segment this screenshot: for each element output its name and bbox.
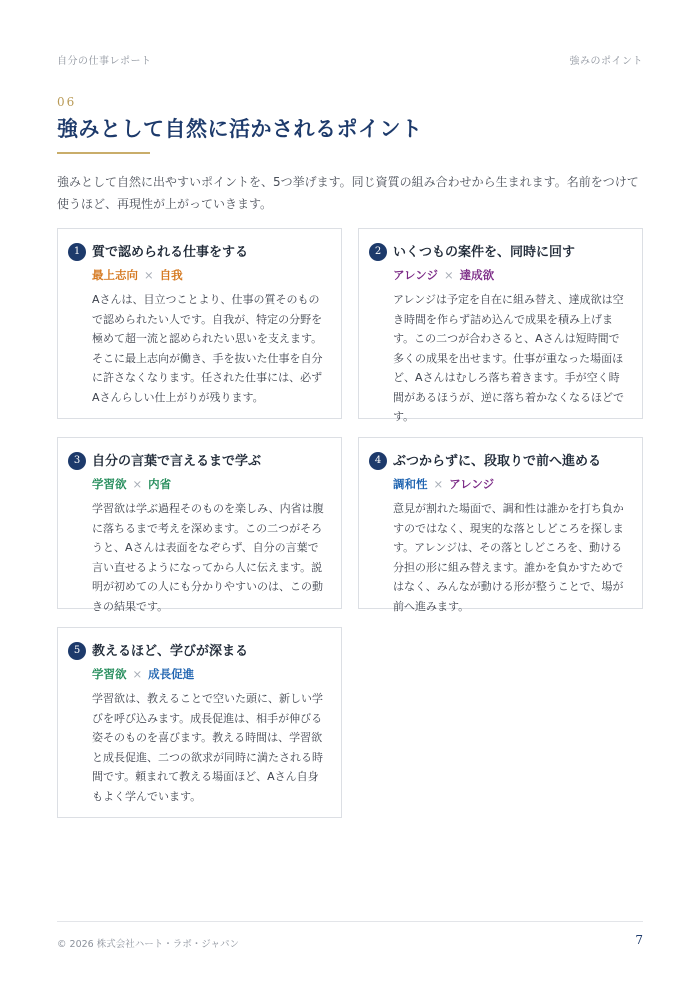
card-body: 学習欲は学ぶ過程そのものを楽しみ、内省は腹に落ちるまで考えを深めます。この二つがそろうと、Aさんは表面をなぞらず、自分の言葉で言い直せるようになってから人に伝えます。説明が初めての人にも分かりやすいのは、この動きの結果です。 [92,502,324,613]
tag-separator: × [144,268,154,282]
strength-card-1 [57,228,342,419]
tag-secondary: 成長促進 [148,667,195,681]
card-title: 質で認められる仕事をする [92,245,249,260]
card-body: Aさんは、目立つことより、仕事の質そのもので認められたい人です。自我が、特定の分野を極めて超一流と認められたい思いを支えます。そこに最上志向が働き、手を抜いた仕事を自分に許さなくなります。任された仕事には、必ずAさんらしい仕上がりが残ります。 [92,293,323,404]
tag-secondary: 内省 [148,477,172,491]
card-number-badge: 2 [369,243,387,261]
card-number-badge: 3 [68,452,86,470]
page-header [57,52,643,66]
page-title: 強みとして自然に活かされるポイント [57,116,423,141]
card-number-badge: 5 [68,642,86,660]
card-title: 教えるほど、学びが深まる [92,644,249,659]
card-tags [92,266,325,284]
tag-secondary: アレンジ [449,477,495,491]
tag-separator: × [433,477,444,491]
card-title: いくつもの案件を、同時に回す [393,245,576,260]
strength-card-3 [57,437,342,613]
card-title: ぶつからずに、段取りで前へ進める [393,454,602,469]
footer-divider [57,921,643,922]
card-number-badge: 4 [369,452,387,470]
card-tags [393,475,626,493]
card-number-badge: 1 [68,243,86,261]
strength-card-5 [57,627,342,818]
tag-secondary: 達成欲 [459,268,495,282]
tag-separator: × [132,667,143,681]
intro-text: 強みとして自然に出やすいポイントを、5つ挙げます。同じ資質の組み合わせから生まれます。名前をつけて使うほど、再現性が上がっていきます。 [57,175,639,211]
tag-primary: 学習欲 [92,667,127,681]
card-title: 自分の言葉で言えるまで学ぶ [92,454,262,469]
section-label: 強みのポイント [569,56,643,67]
card-body: 意見が割れた場面で、調和性は誰かを打ち負かすのではなく、現実的な落としどころを探します。アレンジは、その落としどころを、動ける分担の形に組み替えます。誰かを負かすためではなく、みんなが動ける形が整うことで、場が前へ進みます。 [393,502,624,613]
tag-primary: アレンジ [393,268,438,282]
card-tags [92,475,325,493]
card-tags [393,266,626,284]
card-tags [92,665,325,683]
report-title: 自分の仕事レポート [57,56,152,67]
tag-separator: × [443,268,454,282]
tag-secondary: 自我 [159,268,183,282]
card-body: アレンジは予定を自在に組み替え、達成欲は空き時間を作らず詰め込んで成果を積み上げます。この二つが合わさると、Aさんは短時間で多くの成果を出せます。仕事が重なった場面ほど、Aさんはむしろ落ち着きます。手が空く時間があるほうが、逆に落ち着かなくなるほどです。 [393,293,624,423]
strength-card-4 [358,437,643,613]
page-number: 7 [635,933,643,947]
strength-card-2 [358,228,643,423]
tag-primary: 調和性 [393,477,428,491]
copyright: © 2026 株式会社ハート・ラボ・ジャパン [57,939,240,950]
tag-primary: 最上志向 [92,268,138,282]
tag-primary: 学習欲 [92,477,127,491]
tag-separator: × [132,477,143,491]
card-body: 学習欲は、教えることで空いた頭に、新しい学びを呼び込みます。成長促進は、相手が伸びる姿そのものを喜びます。教える時間は、学習欲と成長促進、二つの欲求が同時に満たされる時間です。頼まれて教える場面ほど、Aさん自身もよく学んでいます。 [92,692,323,803]
title-underline [57,152,150,154]
section-number: 06 [57,95,77,109]
